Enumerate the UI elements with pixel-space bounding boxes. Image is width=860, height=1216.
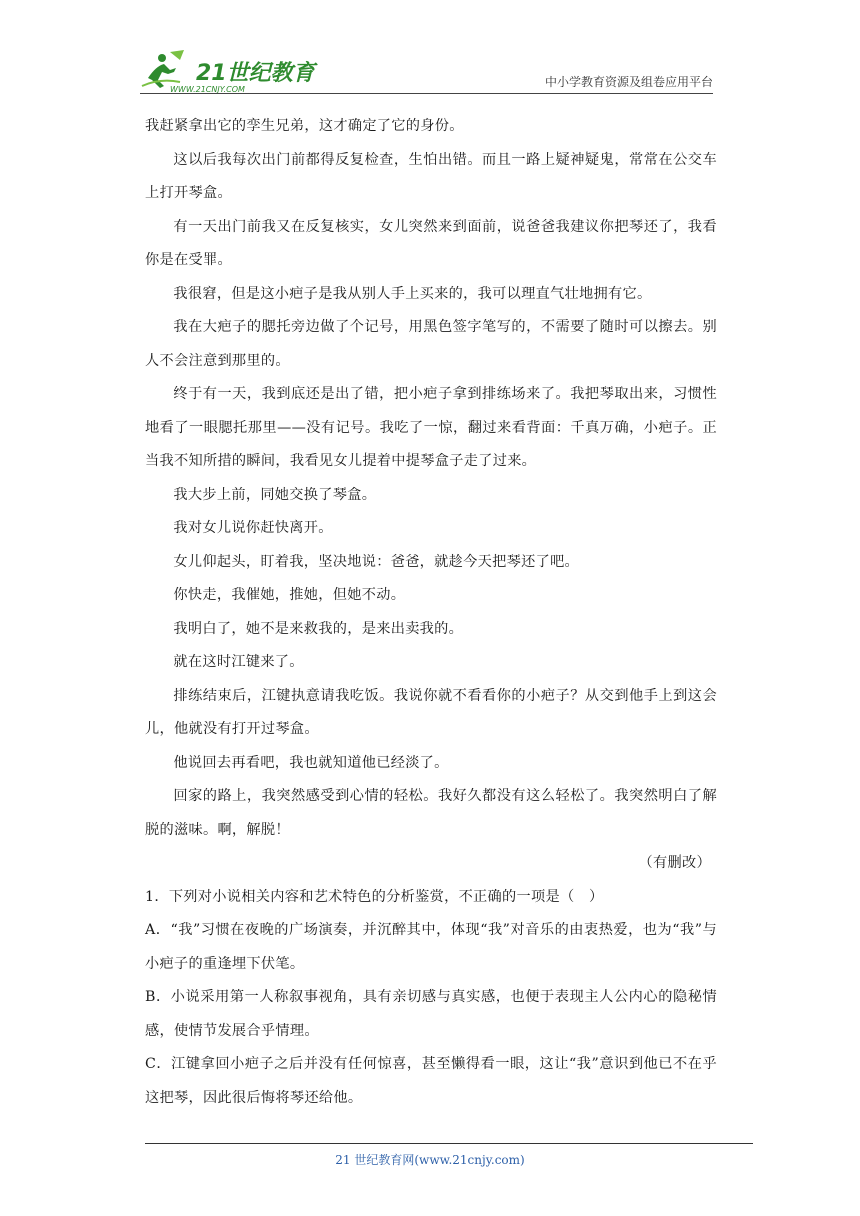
paragraph: 我明白了，她不是来救我的，是来出卖我的。 [173, 620, 464, 637]
runner-logo-icon [140, 48, 200, 90]
paragraph: 他说回去再看吧，我也就知道他已经淡了。 [173, 754, 449, 771]
edit-note: （有删改） [638, 855, 711, 871]
paragraph: 女儿仰起头，盯着我，坚决地说：爸爸，就趁今天把琴还了吧。 [173, 553, 580, 570]
paragraph: 我在大疤子的腮托旁边做了个记号，用黑色签字笔写的，不需要了随时可以擦去。别人不会注意到那里的。 [145, 319, 717, 369]
paragraph: 我很窘，但是这小疤子是我从别人手上买来的，我可以理直气壮地拥有它。 [173, 285, 652, 302]
paragraph: 有一天出门前我又在反复核实，女儿突然来到面前，说爸爸我建议你把琴还了，我看你是在受罪。 [145, 218, 717, 268]
paragraph: 我对女儿说你赶快离开。 [173, 520, 333, 536]
logo-text: 21世纪教育 [196, 61, 315, 86]
paragraph: 就在这时江键来了。 [173, 654, 304, 670]
logo-url: WWW.21CNJY.COM [170, 85, 245, 94]
paragraph: 排练结束后，江键执意请我吃饭。我说你就不看看你的小疤子？从交到他手上到这会儿，他就没有打开过琴盒。 [145, 687, 717, 737]
paragraph: 这以后我每次出门前都得反复检查，生怕出错。而且一路上疑神疑鬼，常常在公交车上打开琴盒。 [145, 151, 717, 201]
article-body [145, 110, 717, 1115]
option-c: C．江键拿回小疤子之后并没有任何惊喜，甚至懒得看一眼，这让“我”意识到他已不在乎这把琴，因此很后悔将琴还给他。 [145, 1056, 717, 1106]
page-header [140, 40, 713, 96]
paragraph: 我赶紧拿出它的孪生兄弟，这才确定了它的身份。 [145, 118, 464, 134]
question-stem: 1．下列对小说相关内容和艺术特色的分析鉴赏，不正确的一项是（ ） [145, 888, 604, 905]
paragraph: 回家的路上，我突然感受到心情的轻松。我好久都没有这么轻松了。我突然明白了解脱的滋味。啊，解脱！ [145, 788, 717, 838]
option-a: A．“我”习惯在夜晚的广场演奏，并沉醉其中，体现“我”对音乐的由衷热爱，也为“我”与小疤子的重逢埋下伏笔。 [145, 922, 717, 972]
option-b: B．小说采用第一人称叙事视角，具有亲切感与真实感，也便于表现主人公内心的隐秘情感，使情节发展合乎情理。 [145, 989, 717, 1039]
header-divider [140, 93, 713, 94]
platform-title: 中小学教育资源及组卷应用平台 [544, 75, 713, 89]
site-logo[interactable] [140, 48, 315, 94]
paragraph: 终于有一天，我到底还是出了错，把小疤子拿到排练场来了。我把琴取出来，习惯性地看了一眼腮托那里——没有记号。我吃了一惊，翻过来看背面：千真万确，小疤子。正当我不知所措的瞬间，我看见女儿提着中提琴盒子走了过来。 [145, 386, 717, 469]
footer-link[interactable]: 21 世纪教育网(www.21cnjy.com) [335, 1153, 525, 1167]
paragraph: 你快走，我催她，推她，但她不动。 [173, 587, 406, 603]
paragraph: 我大步上前，同她交换了琴盒。 [173, 486, 377, 503]
footer-divider [145, 1143, 753, 1144]
